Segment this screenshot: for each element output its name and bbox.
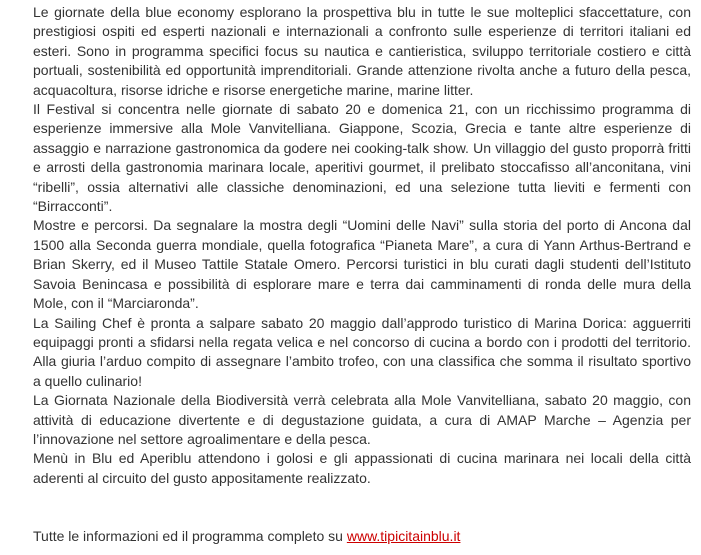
website-link[interactable]: www.tipicitainblu.it xyxy=(346,528,461,545)
paragraph-menu-in-blu: Menù in Blu ed Aperiblu attendono i golosi e gli appassionati di cucina marinara nei locali della città aderenti al circuito del gusto appositamente realizzato. xyxy=(33,450,691,486)
paragraph-sailing-chef: La Sailing Chef è pronta a salpare sabato 20 maggio dall’approdo turistico di Marina Dorica: agguerriti equipaggi pronti a sfidarsi nella regata velica e nel concorso di cucina a bordo con i prodotti del territorio. Alla giuria l’arduo compito di assegnare l’ambito trofeo, con una classifica che somma il risultato sportivo a quello culinario! xyxy=(33,314,691,389)
paragraph-mostre-percorsi: Mostre e percorsi. Da segnalare la mostra degli “Uomini delle Navi” sulla storia del porto di Ancona dal 1500 alla Seconda guerra mondiale, quella fotografica “Pianeta Mare”, a cura di Yann Arthus-Bertrand e Brian Skerry, ed il Museo Tattile Statale Omero. Percorsi turistici in blu curati dagli studenti dell’Istituto Savoia Benincasa e possibilità di esplorare mare e terra dai camminamenti di ronda delle mura della Mole, con il “Marciaronda”. xyxy=(33,217,691,312)
footer-text: Tutte le informazioni ed il programma completo su xyxy=(33,528,347,545)
paragraph-festival: Il Festival si concentra nelle giornate di sabato 20 e domenica 21, con un ricchissimo programma di esperienze immersive alla Mole Vanvitelliana. Giappone, Scozia, Grecia e tante altre esperienze di assaggio e narrazione gastronomica da godere nei cooking-talk show. Un villaggio del gusto proporrà fritti e arrosti della gastronomia marinara locale, aperitivi gourmet, il prelibato stoccafisso all’anconitana, vini “ribelli”, ossia alternativi alle classiche denominazioni, ed una selezione tutta lieviti e fermenti con “Birracconti”. xyxy=(33,101,691,215)
footer-info xyxy=(33,527,691,546)
paragraph-biodiversita: La Giornata Nazionale della Biodiversità verrà celebrata alla Mole Vanvitelliana, sabato 20 maggio, con attività di educazione divertente e di degustazione guidata, a cura di AMAP Marche – Agenzia per l’innovazione nel settore agroalimentare e della pesca. xyxy=(33,392,691,447)
paragraph-spacer xyxy=(33,488,691,527)
article-body xyxy=(33,3,691,547)
paragraph-blue-economy: Le giornate della blue economy esplorano la prospettiva blu in tutte le sue molteplici sfaccettature, con prestigiosi ospiti ed esperti nazionali e internazionali a confronto sulle esperienze di territori italiani ed esteri. Sono in programma specifici focus su nautica e cantieristica, sviluppo territoriale costiero e città portuali, sostenibilità ed opportunità imprenditoriali. Grande attenzione rivolta anche a futuro della pesca, acquacoltura, risorse idriche e risorse energetiche marine, marine litter. xyxy=(33,4,691,98)
